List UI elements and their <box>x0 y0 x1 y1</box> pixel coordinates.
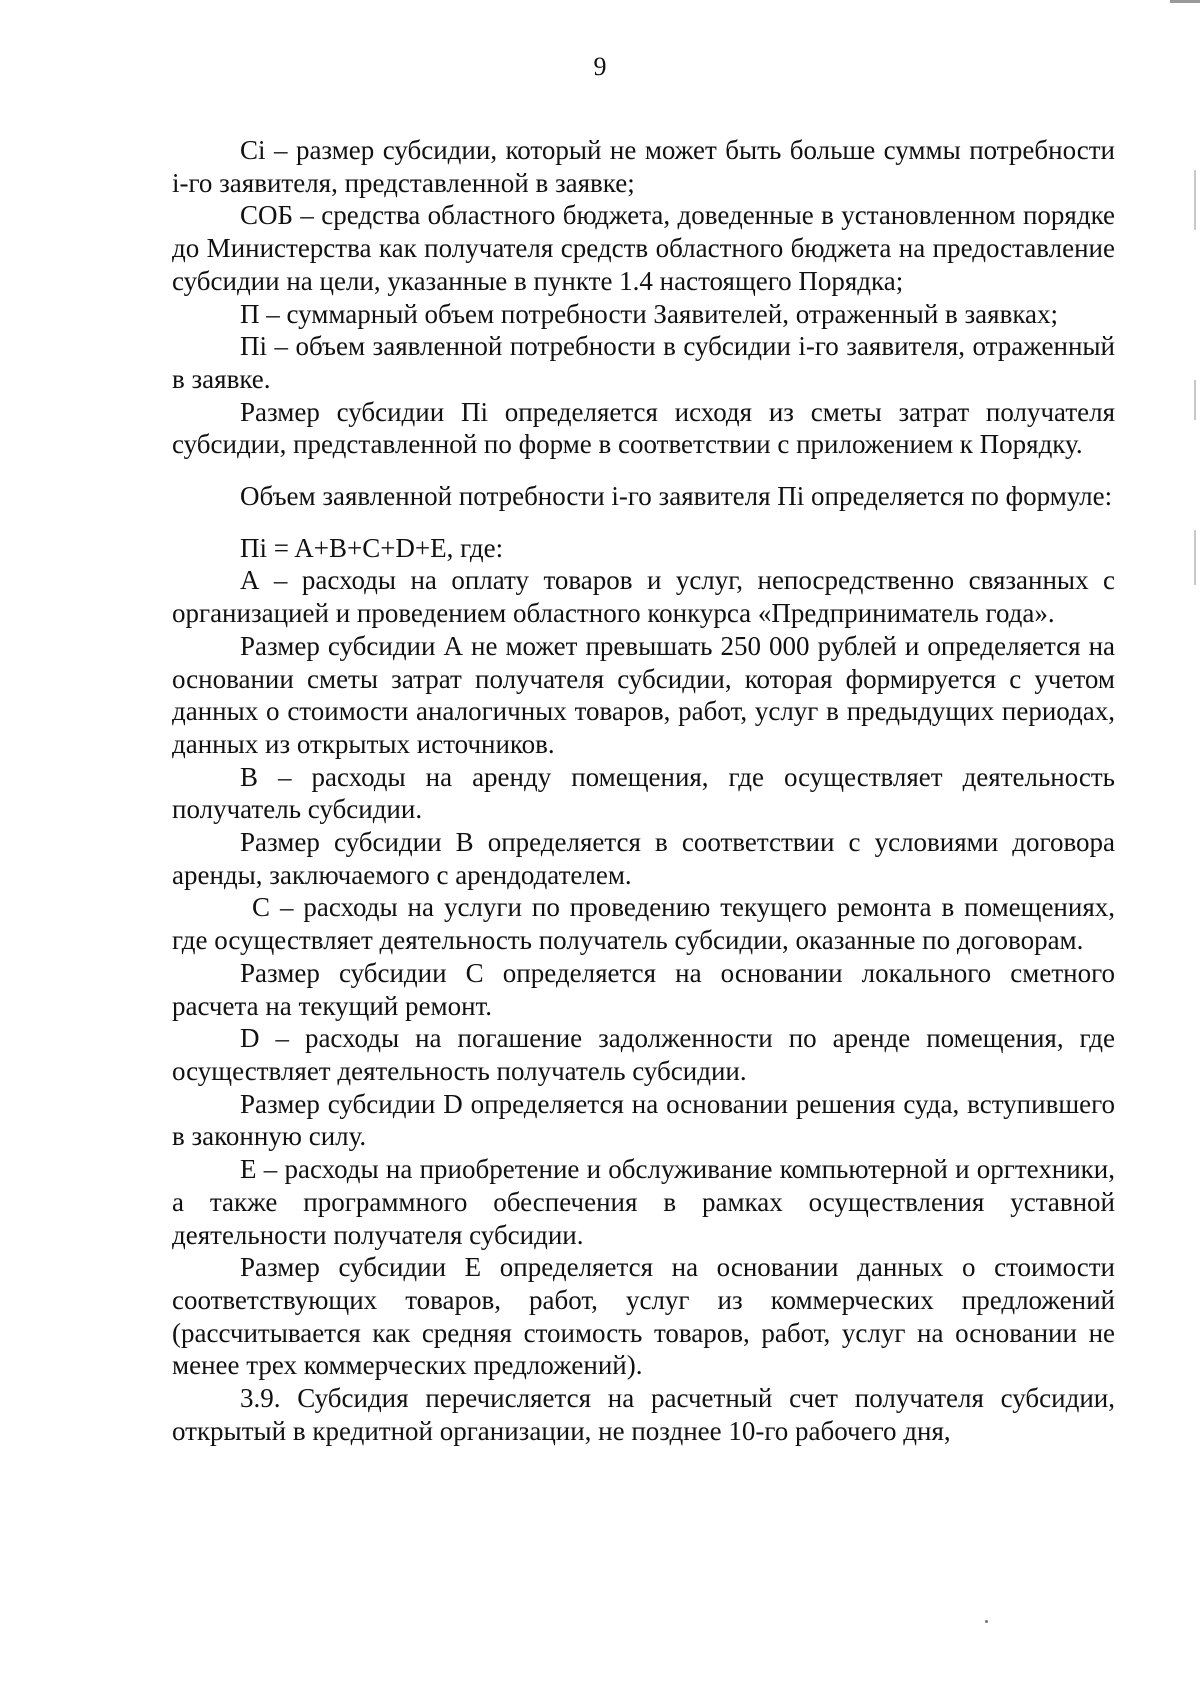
paragraph-clause-3-9: 3.9. Субсидия перечисляется на расчетный счет получателя субсидии, открытый в кредитной организации, не позднее 10-го рабочего дня, <box>172 1383 1115 1446</box>
scan-edge-mark-top <box>1170 0 1200 3</box>
paragraph-d-size: Размер субсидии D определяется на основании решения суда, вступившего в законную силу. <box>172 1088 1115 1152</box>
paragraph-pi: Пi – объем заявленной потребности в субсидии i-го заявителя, отраженный в заявке. <box>172 331 1115 394</box>
paragraph-formula: Пi = A+B+C+D+E, где: <box>240 532 504 563</box>
paragraph-c-def: С – расходы на услуги по проведению текущего ремонта в помещениях, где осуществляет деятельность получатель субсидии, оказанные по договорам. <box>172 892 1115 956</box>
paragraph-a-def: А – расходы на оплату товаров и услуг, непосредственно связанных с организацией и проведением областного конкурса «Предприниматель года». <box>172 565 1115 629</box>
paragraph-c-size: Размер субсидии С определяется на основании локального сметного расчета на текущий ремонт. <box>172 957 1115 1021</box>
page-number: 9 <box>593 52 607 81</box>
scan-dot <box>985 1620 988 1623</box>
paragraph-e-size: Размер субсидии Е определяется на основании данных о стоимости соответствующих товаров, работ, услуг из коммерческих предложений (рассчитывается как средняя стоимость товаров, работ, услуг на основании не менее трех коммерческих предложений). <box>172 1252 1115 1381</box>
paragraph-e-def: Е – расходы на приобретение и обслуживание компьютерной и оргтехники, а также программного обеспечения в рамках осуществления уставной деятельности получателя субсидии. <box>172 1154 1115 1250</box>
paragraph-ci: Ci – размер субсидии, который не может быть больше суммы потребности i-го заявителя, представленной в заявке; <box>172 135 1115 198</box>
paragraph-d-def: D – расходы на погашение задолженности по аренде помещения, где осуществляет деятельность получатель субсидии. <box>172 1023 1115 1086</box>
paragraph-p-total: П – суммарный объем потребности Заявителей, отраженный в заявках; <box>240 298 1059 329</box>
scan-edge-mark-3 <box>1194 530 1196 585</box>
paragraph-pi-size: Размер субсидии Пi определяется исходя из сметы затрат получателя субсидии, представленной по форме в соответствии с приложением к Порядку. <box>172 396 1115 460</box>
paragraph-pi-volume: Объем заявленной потребности i-го заявителя Пi определяется по формуле: <box>240 481 1113 512</box>
scan-edge-mark-1 <box>1194 170 1196 230</box>
paragraph-a-size: Размер субсидии А не может превышать 250 000 рублей и определяется на основании сметы затрат получателя субсидии, которая формируется с учетом данных о стоимости аналогичных товаров, работ, услуг в предыдущих периодах, данных из открытых источников. <box>172 630 1115 759</box>
paragraph-sob: СОБ – средства областного бюджета, доведенные в установленном порядке до Министерства как получателя средств областного бюджета на предоставление субсидии на цели, указанные в пункте 1.4 настоящего Порядка; <box>172 200 1115 296</box>
paragraph-b-def: В – расходы на аренду помещения, где осуществляет деятельность получатель субсидии. <box>172 761 1115 825</box>
scan-edge-mark-2 <box>1194 380 1196 420</box>
paragraph-b-size: Размер субсидии В определяется в соответствии с условиями договора аренды, заключаемого с арендодателем. <box>172 827 1115 890</box>
document-body <box>172 134 1115 1447</box>
